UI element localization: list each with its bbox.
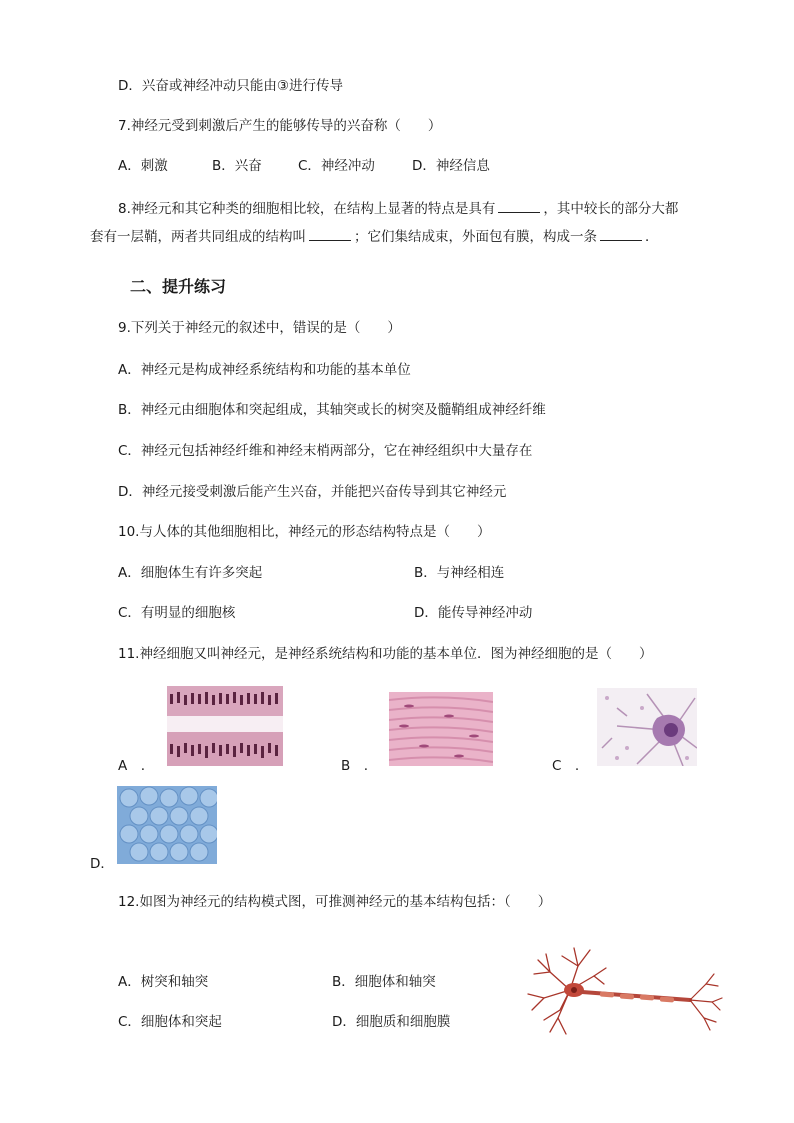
q8-line-2 bbox=[90, 226, 659, 247]
cartilage-image bbox=[117, 786, 217, 864]
epithelium-image bbox=[167, 686, 283, 766]
q9-option-b: B．神经元由细胞体和突起组成，其轴突或长的树突及髓鞘组成神经纤维 bbox=[118, 402, 546, 418]
neuron-diagram-image bbox=[520, 940, 726, 1040]
muscle-tissue-image bbox=[389, 692, 493, 766]
q12-stem: 12.如图为神经元的结构模式图，可推测神经元的基本结构包括：（ ） bbox=[118, 894, 552, 910]
q8-text-5: ． bbox=[645, 229, 659, 245]
q11-label-d: D． bbox=[90, 856, 114, 872]
q8-text-1: 8.神经元和其它种类的细胞相比较，在结构上显著的特点是具有 bbox=[118, 201, 496, 217]
q10-option-a: A．细胞体生有许多突起 bbox=[118, 565, 263, 581]
q7-option-b: B．兴奋 bbox=[212, 158, 262, 174]
q7-option-d: D．神经信息 bbox=[412, 158, 490, 174]
q7-option-c: C．神经冲动 bbox=[298, 158, 375, 174]
q11-label-b: B . bbox=[341, 758, 369, 774]
q10-option-d: D．能传导神经冲动 bbox=[414, 605, 533, 621]
answer-blank-2[interactable] bbox=[309, 226, 351, 241]
q11-stem: 11.神经细胞又叫神经元，是神经系统结构和功能的基本单位．图为神经细胞的是（ ） bbox=[118, 646, 653, 662]
q7-option-a: A．刺激 bbox=[118, 158, 168, 174]
q6-option-d: D．兴奋或神经冲动只能由③进行传导 bbox=[118, 78, 343, 94]
q11-label-a: A . bbox=[118, 758, 146, 774]
q8-text-3: 套有一层鞘，两者共同组成的结构叫 bbox=[90, 229, 306, 245]
q12-option-a: A．树突和轴突 bbox=[118, 974, 209, 990]
neuron-micrograph-image bbox=[597, 688, 697, 766]
q9-stem: 9.下列关于神经元的叙述中，错误的是（ ） bbox=[118, 320, 401, 336]
q12-option-b: B．细胞体和轴突 bbox=[332, 974, 436, 990]
q10-option-c: C．有明显的细胞核 bbox=[118, 605, 236, 621]
q11-label-c: C . bbox=[552, 758, 580, 774]
q8-text-4: ；它们集结成束，外面包有膜，构成一条 bbox=[354, 229, 597, 245]
answer-blank-1[interactable] bbox=[498, 198, 540, 213]
q8-text-2: ，其中较长的部分大都 bbox=[543, 201, 679, 217]
q12-option-c: C．细胞体和突起 bbox=[118, 1014, 222, 1030]
q7-stem: 7.神经元受到刺激后产生的能够传导的兴奋称（ ） bbox=[118, 118, 442, 134]
q9-option-a: A．神经元是构成神经系统结构和功能的基本单位 bbox=[118, 362, 411, 378]
q9-option-d: D．神经元接受刺激后能产生兴奋，并能把兴奋传导到其它神经元 bbox=[118, 484, 507, 500]
q10-stem: 10.与人体的其他细胞相比，神经元的形态结构特点是（ ） bbox=[118, 524, 491, 540]
section-heading: 二、提升练习 bbox=[130, 277, 227, 296]
q8-line-1 bbox=[118, 198, 678, 219]
q10-option-b: B．与神经相连 bbox=[414, 565, 505, 581]
q9-option-c: C．神经元包括神经纤维和神经末梢两部分，它在神经组织中大量存在 bbox=[118, 443, 533, 459]
answer-blank-3[interactable] bbox=[600, 226, 642, 241]
q12-option-d: D．细胞质和细胞膜 bbox=[332, 1014, 451, 1030]
